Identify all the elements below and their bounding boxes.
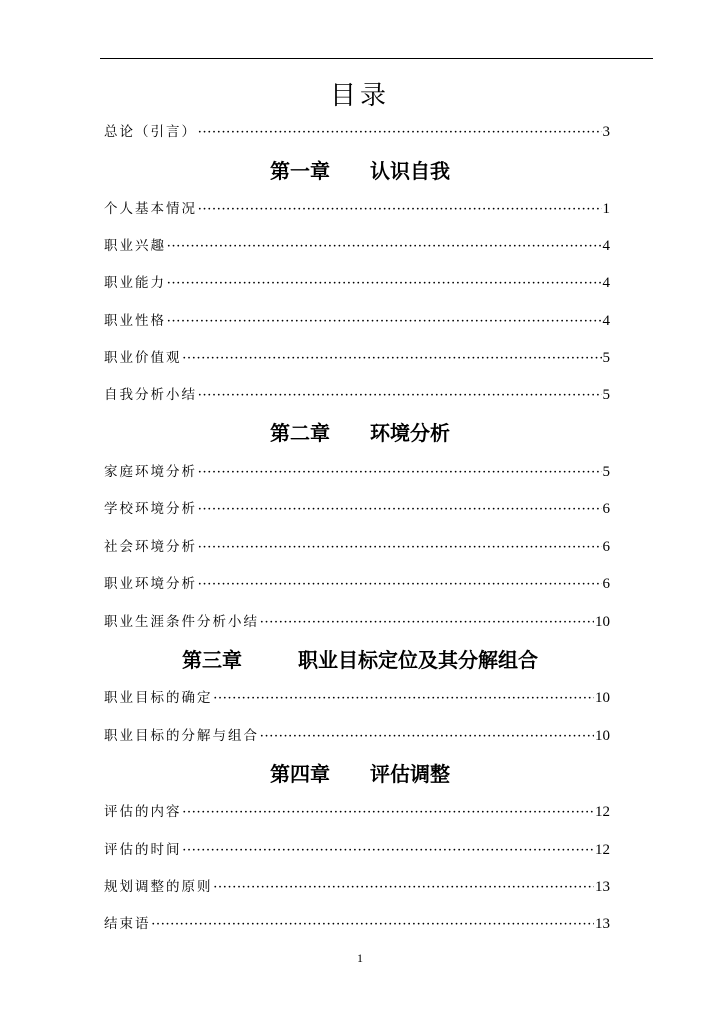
toc-entry-page: 1 [602,201,610,217]
toc-entry-label: 评估的内容 [104,804,182,820]
chapter-number: 第三章 [182,648,242,672]
toc-entry[interactable] [104,460,610,484]
chapter-name: 职业目标定位及其分解组合 [298,648,538,672]
dot-leader [214,875,595,900]
dot-leader [183,838,595,863]
chapter-name: 评估调整 [370,762,450,786]
toc-entry-page: 6 [602,501,610,517]
toc-entry-label: 规划调整的原则 [104,879,213,895]
toc-entry[interactable] [104,838,610,862]
chapter-heading-3[interactable] [0,645,720,675]
toc-entry-label: 职业环境分析 [104,576,197,592]
dot-leader [167,234,602,259]
toc-entry[interactable] [104,535,610,559]
dot-leader [198,197,602,222]
toc-entry-page: 10 [595,614,610,630]
toc-entry[interactable] [104,271,610,295]
toc-entry[interactable] [104,197,610,221]
chapter-name: 认识自我 [370,159,450,183]
chapter-number: 第四章 [270,762,330,786]
dot-leader [198,535,602,560]
toc-entry-page: 4 [602,313,610,329]
toc-entry[interactable] [104,234,610,258]
toc-entry-page: 12 [595,804,610,820]
toc-entry-label: 职业性格 [104,313,166,329]
dot-leader [198,460,602,485]
chapter-heading-4[interactable] [0,759,720,789]
chapter-number: 第一章 [270,159,330,183]
toc-entry-label: 总论（引言） [104,124,197,140]
toc-entry-label: 学校环境分析 [104,501,197,517]
toc-entry-page: 13 [595,879,610,895]
toc-entry[interactable] [104,346,610,370]
toc-entry-label: 个人基本情况 [104,201,197,217]
dot-leader [214,686,595,711]
toc-entry-label: 职业目标的分解与组合 [104,728,259,744]
toc-entry-label: 职业兴趣 [104,238,166,254]
dot-leader [152,912,595,937]
dot-leader [167,271,602,296]
toc-entry-page: 6 [602,576,610,592]
dot-leader [198,572,602,597]
dot-leader [198,497,602,522]
toc-entry-page: 3 [602,124,610,140]
toc-entry-page: 10 [595,728,610,744]
toc-entry-page: 12 [595,842,610,858]
chapter-heading-1[interactable] [0,156,720,186]
toc-entry-intro[interactable] [104,120,610,144]
dot-leader [260,724,594,749]
dot-leader [183,800,595,825]
dot-leader [198,383,602,408]
toc-entry-label: 职业能力 [104,275,166,291]
toc-entry[interactable] [104,383,610,407]
dot-leader [260,610,594,635]
toc-entry-label: 社会环境分析 [104,539,197,555]
toc-entry[interactable] [104,610,610,634]
page-number: 1 [357,951,363,965]
toc-entry-label: 评估的时间 [104,842,182,858]
chapter-number: 第二章 [270,421,330,445]
toc-entry[interactable] [104,724,610,748]
toc-entry-label: 职业生涯条件分析小结 [104,614,259,630]
dot-leader [167,309,602,334]
toc-entry-page: 5 [602,387,610,403]
toc-entry-page: 6 [602,539,610,555]
chapter-heading-2[interactable] [0,418,720,448]
toc-entry-label: 结束语 [104,916,151,932]
toc-entry[interactable] [104,309,610,333]
toc-entry[interactable] [104,875,610,899]
toc-entry-page: 10 [595,690,610,706]
toc-entry-label: 自我分析小结 [104,387,197,403]
toc-entry-page: 4 [602,275,610,291]
header-rule [100,58,653,59]
toc-entry-page: 13 [595,916,610,932]
chapter-name: 环境分析 [370,421,450,445]
toc-entry-label: 职业目标的确定 [104,690,213,706]
toc-entry-page: 4 [602,238,610,254]
toc-entry[interactable] [104,800,610,824]
toc-title: 目录 [329,81,390,111]
dot-leader [183,346,602,371]
toc-entry-label: 家庭环境分析 [104,464,197,480]
toc-entry[interactable] [104,912,610,936]
toc-entry[interactable] [104,572,610,596]
toc-entry-page: 5 [602,350,610,366]
toc-entry[interactable] [104,497,610,521]
dot-leader [198,120,602,145]
toc-entry[interactable] [104,686,610,710]
toc-entry-label: 职业价值观 [104,350,182,366]
toc-entry-page: 5 [602,464,610,480]
